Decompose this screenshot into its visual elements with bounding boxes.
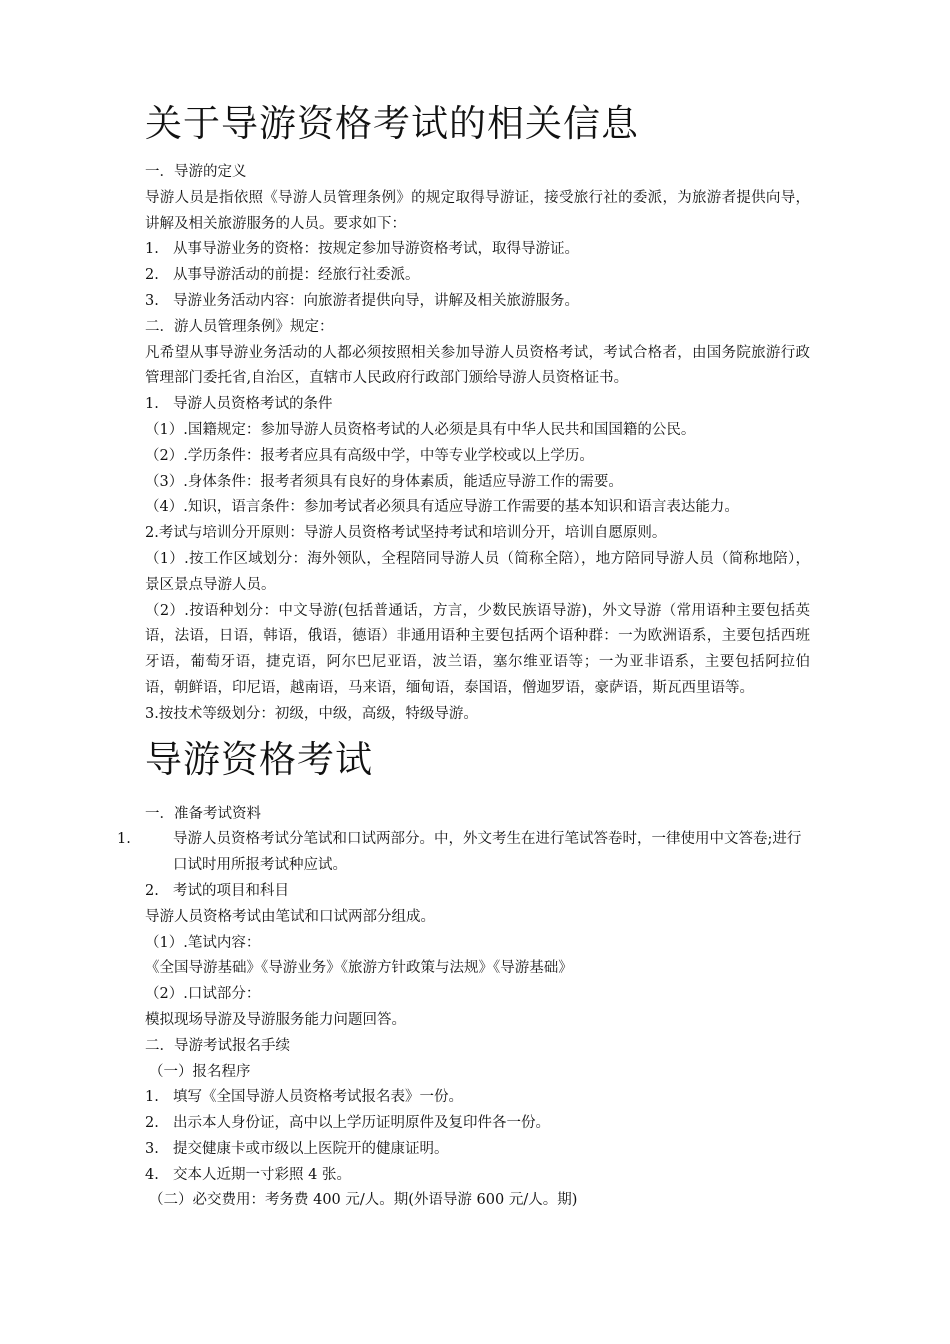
list-item: [117, 827, 810, 879]
list-text: 从事导游活动的前提：经旅行社委派。: [173, 267, 420, 284]
level-classification: 3.按技术等级划分：初级，中级，高级，特级导游。: [145, 705, 478, 722]
area-classification: （1）.按工作区域划分：海外领队，全程陪同导游人员（简称全陪），地方陪同导游人员（简称地陪），景区景点导游人员。: [145, 550, 810, 593]
list-marker: （一）: [149, 1063, 193, 1080]
list-marker: （二）: [149, 1192, 193, 1209]
composition-line: 导游人员资格考试由笔试和口试两部分组成。: [145, 908, 435, 925]
list-number: 1.: [145, 396, 159, 413]
list-text: 交本人近期一寸彩照 4 张。: [173, 1166, 351, 1183]
principle-line: 2.考试与培训分开原则：导游人员资格考试坚持考试和培训分开，培训自愿原则。: [145, 525, 667, 542]
list-text: 出示本人身份证，高中以上学历证明原件及复印件各一份。: [173, 1115, 550, 1132]
condition-item: （1）.国籍规定：参加导游人员资格考试的人必须是具有中华人民共和国国籍的公民。: [145, 421, 696, 438]
condition-item: （3）.身体条件：报考者须具有良好的身体素质，能适应导游工作的需要。: [145, 473, 623, 490]
section-heading-materials: 一．准备考试资料: [145, 805, 261, 822]
list-text: 报名程序: [192, 1063, 251, 1080]
conditions-heading: [145, 392, 810, 418]
list-number: 2.: [145, 267, 159, 284]
section-heading-definition: 一．导游的定义: [145, 164, 247, 180]
list-item: [145, 1163, 810, 1189]
list-number: 2.: [145, 882, 159, 899]
list-text: 必交费用：考务费 400 元/人。期(外语导游 600 元/人。期): [192, 1192, 578, 1209]
section-title-exam: 导游资格考试: [145, 737, 373, 781]
language-classification: （2）.按语种划分：中文导游(包括普通话，方言，少数民族语导游)，外文导游（常用语种主要包括英语，法语，日语，韩语，俄语，德语）非通用语种主要包括两个语种群：一为欧洲语系，主要包括西班牙语，葡萄牙语，捷克语，阿尔巴尼亚语，波兰语，塞尔维亚语等；一为亚非语系，主要包括阿拉伯语，朝鲜语，印尼语，越南语，马来语，缅甸语，泰国语，僧迦罗语，豪萨语，斯瓦西里语等。: [145, 602, 810, 696]
document-page: [117, 96, 810, 1214]
list-text: 提交健康卡或市级以上医院开的健康证明。: [173, 1140, 449, 1157]
list-text: 导游人员资格考试分笔试和口试两部分。中，外文考生在进行笔试答卷时，一律使用中文答卷;进行口试时用所报考试种应试。: [173, 831, 802, 874]
list-number: 1.: [145, 1089, 159, 1106]
written-label: （1）.笔试内容：: [145, 934, 261, 951]
section-heading-regulations: 二．游人员管理条例》规定：: [145, 318, 334, 335]
list-text: 考试的项目和科目: [173, 882, 289, 899]
page-title: 关于导游资格考试的相关信息: [145, 102, 639, 145]
list-number: 3.: [145, 292, 159, 309]
list-text: 导游人员资格考试的条件: [173, 396, 333, 413]
list-text: 填写《全国导游人员资格考试报名表》一份。: [173, 1089, 463, 1106]
list-item: [145, 879, 810, 905]
fee-line: [145, 1188, 810, 1214]
list-number: 1.: [145, 241, 159, 258]
list-text: 导游业务活动内容：向旅游者提供向导，讲解及相关旅游服务。: [173, 292, 579, 309]
definition-paragraph: 导游人员是指依照《导游人员管理条例》的规定取得导游证，接受旅行社的委派，为旅游者提供向导，讲解及相关旅游服务的人员。要求如下：: [145, 189, 810, 232]
list-item: [145, 1111, 810, 1137]
list-number: 1.: [117, 831, 131, 848]
list-text: 从事导游业务的资格：按规定参加导游资格考试，取得导游证。: [173, 241, 579, 258]
list-item: [145, 263, 810, 289]
list-item: [145, 1137, 810, 1163]
list-number: 4.: [145, 1166, 159, 1183]
condition-item: （4）.知识，语言条件：参加考试者必须具有适应导游工作需要的基本知识和语言表达能力。: [145, 499, 739, 516]
oral-content: 模拟现场导游及导游服务能力问题回答。: [145, 1011, 406, 1028]
list-item: [145, 1085, 810, 1111]
regulations-paragraph: 凡希望从事导游业务活动的人都必须按照相关参加导游人员资格考试，考试合格者，由国务院旅游行政管理部门委托省,自治区，直辖市人民政府行政部门颁给导游人员资格证书。: [145, 344, 810, 387]
section-heading-registration: 二．导游考试报名手续: [145, 1037, 290, 1054]
procedure-heading: [145, 1060, 810, 1086]
condition-item: （2）.学历条件：报考者应具有高级中学，中等专业学校或以上学历。: [145, 447, 594, 464]
written-subjects: 《全国导游基础》《导游业务》《旅游方针政策与法规》《导游基础》: [145, 960, 573, 977]
list-number: 2.: [145, 1115, 159, 1132]
list-item: [145, 237, 810, 263]
list-item: [145, 289, 810, 315]
oral-label: （2）.口试部分：: [145, 986, 261, 1003]
list-number: 3.: [145, 1140, 159, 1157]
